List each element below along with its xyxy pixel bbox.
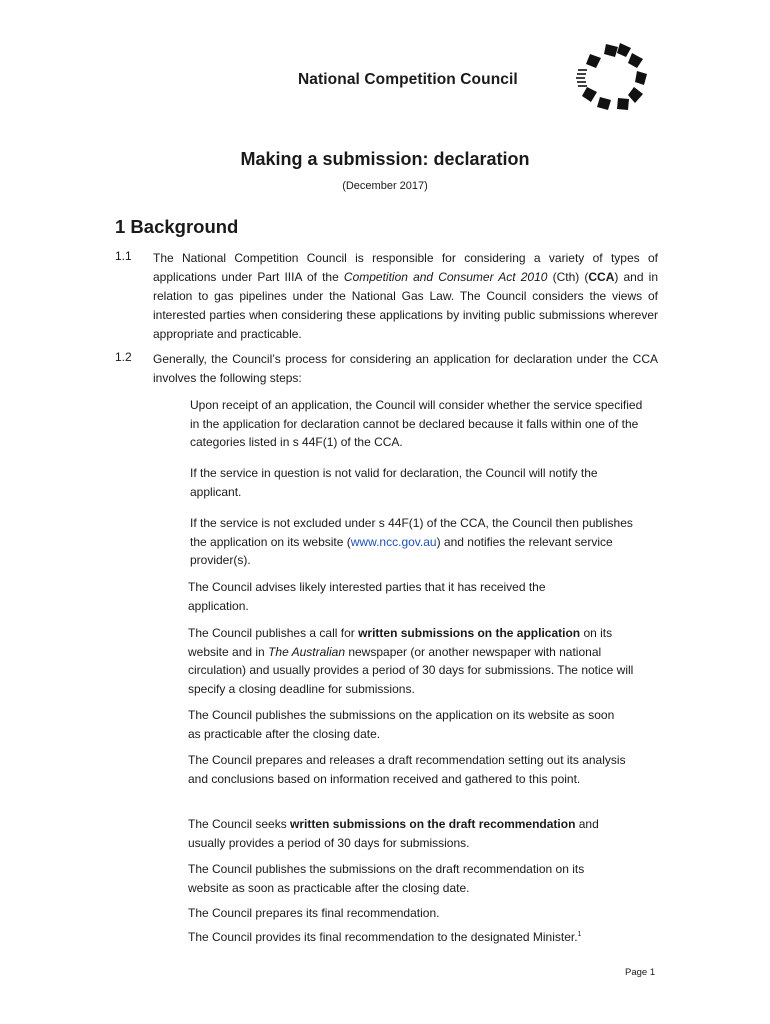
ncc-website-link[interactable]: www.ncc.gov.au xyxy=(350,534,437,549)
process-step: The Council publishes the submissions on the draft recommendation on its website as soon as practicable after the closing date. xyxy=(188,862,585,895)
process-step: The Council provides its final recommendation to the designated Minister.$^1$ xyxy=(188,930,582,944)
process-step: The Council prepares its final recommendation. xyxy=(188,906,440,920)
paragraph-number: 1.1 xyxy=(115,249,132,263)
process-step: The Council advises likely interested parties that it has received the application. xyxy=(188,580,546,613)
paragraph-1-2: Generally, the Council’s process for considering an application for declaration under the CCA involves the following steps: xyxy=(153,352,658,385)
document-date: (December 2017) xyxy=(342,180,428,192)
ncc-logo xyxy=(574,42,650,110)
process-step: The Council seeks written submissions on the draft recommendation and usually provides a period of 30 days for submissions. xyxy=(188,817,599,850)
page-number: Page 1 xyxy=(625,967,656,978)
process-step: The Council prepares and releases a draft recommendation setting out its analysis and conclusions based on information received and gathered to this point. xyxy=(188,753,626,786)
process-step: The Council publishes a call for written submissions on the application on its website and in The Australian newspaper (or another newspaper with national circulation) and usually provides a period of 30 days for submissions. The notice will specify a closing deadline for submissions. xyxy=(188,626,634,697)
footnote-marker[interactable]: 1 xyxy=(577,931,582,938)
process-step: The Council publishes the submissions on the application on its website as soon as practicable after the closing date. xyxy=(188,708,615,741)
paragraph-1-1: The National Competition Council is responsible for considering a variety of types of applications under Part IIIA of the Competition and Consumer Act 2010 (Cth) (CCA) and in relation to gas pipelines under the National Gas Law. The Council considers the views of interested parties when considering these applications by inviting public submissions wherever appropriate and practicable. xyxy=(153,251,658,341)
process-step: If the service in question is not valid for declaration, the Council will notify the applicant. xyxy=(190,466,598,499)
process-step: Upon receipt of an application, the Council will consider whether the service specified in the application for declaration cannot be declared because it falls within one of the categories listed in s 44F(1) of the CCA. xyxy=(190,398,643,450)
paragraph-number: 1.2 xyxy=(115,350,132,364)
section-heading: 1 Background xyxy=(115,216,239,237)
process-step: If the service is not excluded under s 44F(1) of the CCA, the Council then publishes the application on its website (www.ncc.gov.au) and notifies the relevant service provider(s). xyxy=(190,516,633,568)
organization-name: National Competition Council xyxy=(298,71,518,88)
document-title: Making a submission: declaration xyxy=(240,149,530,169)
